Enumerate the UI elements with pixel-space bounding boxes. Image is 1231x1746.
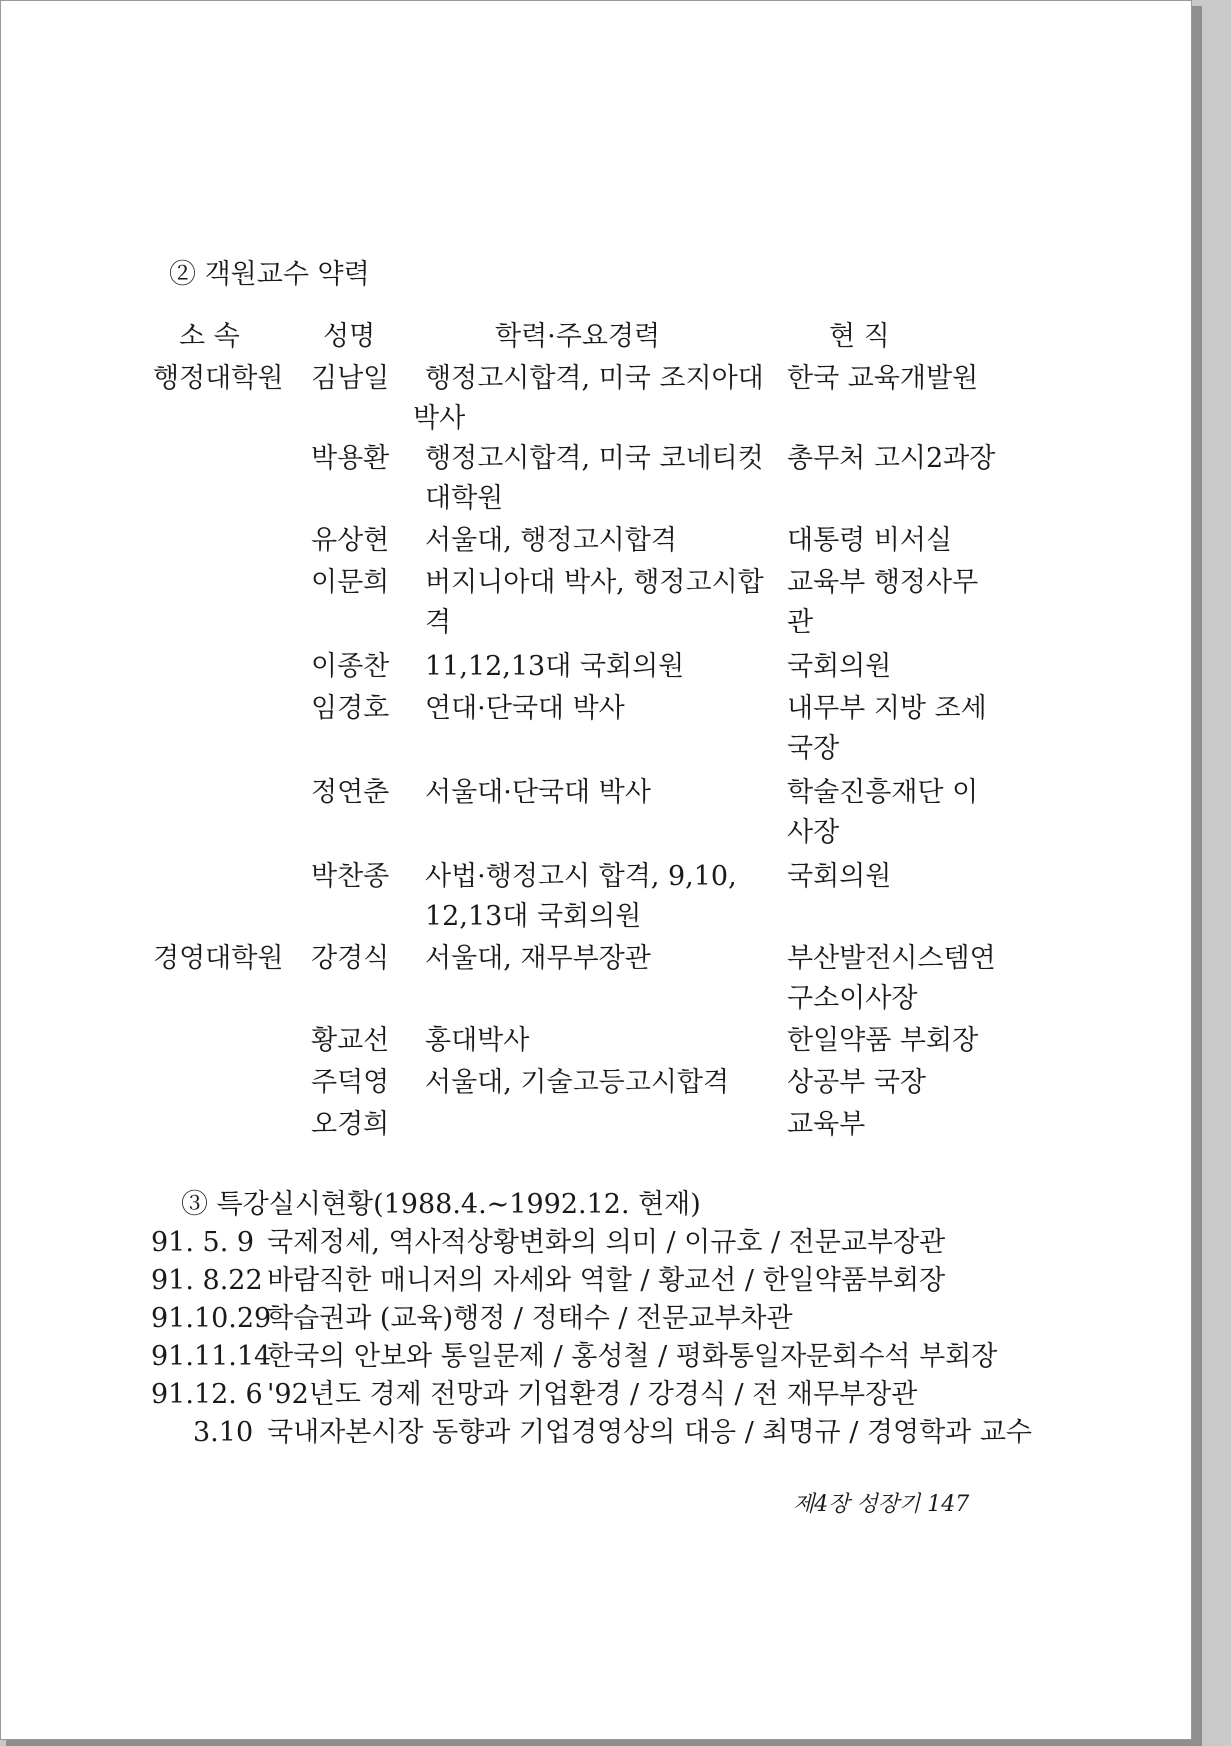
row-career: 서울대, 기술고등고시합격 [425,1067,730,1098]
row-position: 국회의원 [787,861,892,892]
row-name: 오경희 [311,1109,390,1140]
page-shadow-right [1192,6,1202,1746]
lecture-date: 91.11.14 [151,1341,272,1372]
row-name: 강경식 [311,943,390,974]
row-position: 한국 교육개발원 [787,363,979,394]
row-name: 황교선 [311,1025,390,1056]
row-career: 격 [425,607,452,638]
row-name: 박용환 [311,443,390,474]
col-header-affiliation: 소 속 [179,321,240,352]
lecture-text: 한국의 안보와 통일문제 / 홍성철 / 평화통일자문회수석 부회장 [267,1341,998,1372]
row-position: 부산발전시스템연 [787,943,996,974]
lecture-text: 국제정세, 역사적상황변화의 의미 / 이규호 / 전문교부장관 [267,1227,946,1258]
row-position: 구소이사장 [787,983,918,1014]
row-name: 이문희 [311,567,390,598]
row-career: 대학원 [425,483,504,514]
row-position: 국장 [787,733,840,764]
row-affiliation: 경영대학원 [153,943,284,974]
row-position: 총무처 고시2과장 [787,443,996,474]
row-name: 주덕영 [311,1067,390,1098]
row-position: 한일약품 부회장 [787,1025,979,1056]
row-career: 박사 [413,403,466,434]
row-career: 11,12,13대 국회의원 [425,651,685,682]
row-position: 상공부 국장 [787,1067,926,1098]
row-career: 서울대·단국대 박사 [425,777,651,808]
row-career: 행정고시합격, 미국 조지아대 [425,363,764,394]
row-name: 임경호 [311,693,390,724]
row-career: 서울대, 재무부장관 [425,943,651,974]
row-position: 교육부 [787,1109,866,1140]
row-career: 버지니아대 박사, 행정고시합 [425,567,764,598]
row-position: 대통령 비서실 [787,525,953,556]
lecture-date: 3.10 [193,1417,254,1448]
row-name: 김남일 [311,363,390,394]
lecture-text: '92년도 경제 전망과 기업환경 / 강경식 / 전 재무부장관 [267,1379,918,1410]
row-position: 학술진흥재단 이 [787,777,979,808]
row-career: 홍대박사 [425,1025,530,1056]
row-name: 박찬종 [311,861,390,892]
col-header-name: 성명 [323,321,376,352]
row-position: 교육부 행정사무 [787,567,979,598]
row-name: 이종찬 [311,651,390,682]
row-position: 사장 [787,817,840,848]
col-header-position: 현 직 [829,321,890,352]
row-name: 유상현 [311,525,390,556]
row-career: 행정고시합격, 미국 코네티컷 [425,443,764,474]
row-career: 서울대, 행정고시합격 [425,525,677,556]
page-shadow-bottom [6,1740,1202,1746]
row-career: 사법·행정고시 합격, 9,10, [425,861,737,892]
row-affiliation: 행정대학원 [153,363,284,394]
section-2-title: ② 객원교수 약력 [169,259,370,290]
row-position: 내무부 지방 조세 [787,693,987,724]
row-position: 관 [787,607,814,638]
row-career: 연대·단국대 박사 [425,693,625,724]
section-3-title: ③ 특강실시현황(1988.4.∼1992.12. 현재) [181,1189,701,1220]
lecture-text: 학습권과 (교육)행정 / 정태수 / 전문교부차관 [267,1303,793,1334]
lecture-text: 바람직한 매니저의 자세와 역할 / 황교선 / 한일약품부회장 [267,1265,946,1296]
lecture-date: 91. 8.22 [151,1265,263,1296]
page-footer: 제4장 성장기 147 [793,1492,970,1517]
lecture-date: 91.12. 6 [151,1379,263,1410]
lecture-text: 국내자본시장 동향과 기업경영상의 대응 / 최명규 / 경영학과 교수 [267,1417,1032,1448]
row-position: 국회의원 [787,651,892,682]
row-career: 12,13대 국회의원 [425,901,642,932]
row-name: 정연춘 [311,777,390,808]
col-header-career: 학력·주요경력 [495,321,661,352]
lecture-date: 91. 5. 9 [151,1227,255,1258]
lecture-date: 91.10.29 [151,1303,272,1334]
